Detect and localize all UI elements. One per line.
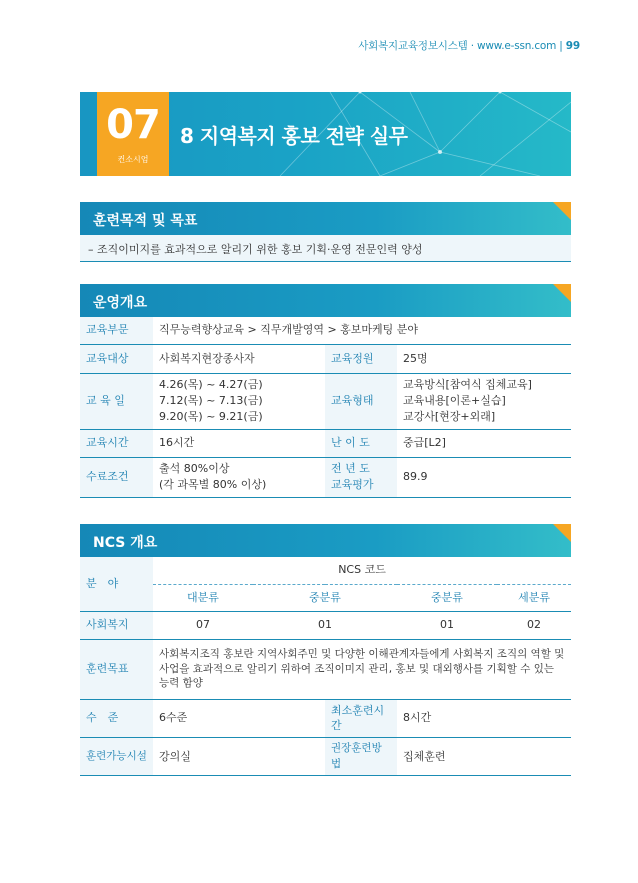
ncs-table <box>80 557 571 776</box>
format-line: 교강사[현장+외래] <box>403 409 496 423</box>
target-value: 사회복지현장종사자 <box>153 344 325 373</box>
target-label: 교육대상 <box>80 344 153 373</box>
course-number-badge <box>97 92 169 176</box>
ncs-heading: NCS 개요 <box>93 535 158 551</box>
field-value: 사회복지 <box>80 611 153 639</box>
date-line: 9.20(목) ~ 9.21(금) <box>159 409 263 423</box>
corner-accent <box>553 202 571 220</box>
facility-label: 훈련가능시설 <box>80 738 153 775</box>
min-hours-value: 8시간 <box>397 699 571 738</box>
format-line: 교육방식[참여식 집체교육] <box>403 378 532 392</box>
method-label: 권장훈련방법 <box>325 738 397 775</box>
course-banner <box>80 92 571 176</box>
course-category: 컨소시엄 <box>117 155 149 164</box>
table-row <box>80 584 571 611</box>
col-major: 대분류 <box>153 584 253 611</box>
table-row <box>80 557 571 584</box>
prev-eval-label-line: 전 년 도 <box>331 462 370 476</box>
prev-eval-label <box>325 457 397 497</box>
code-mid1: 01 <box>253 611 397 639</box>
level-label: 수 준 <box>80 699 153 738</box>
dates-value <box>153 373 325 429</box>
ncs-section-header <box>80 524 571 557</box>
division-label: 교육부문 <box>80 317 153 344</box>
table-row <box>80 317 571 344</box>
col-mid2: 중분류 <box>397 584 497 611</box>
overview-heading: 운영개요 <box>93 295 148 311</box>
goal-row <box>80 235 571 262</box>
format-line: 교육내용[이론+실습] <box>403 394 506 408</box>
prev-eval-label-line: 교육평가 <box>331 478 374 491</box>
table-row <box>80 457 571 497</box>
overview-section-header <box>80 284 571 317</box>
code-mid2: 01 <box>397 611 497 639</box>
completion-line: 출석 80%이상 <box>159 462 230 476</box>
table-row <box>80 344 571 373</box>
table-row <box>80 611 571 639</box>
col-minor: 세분류 <box>497 584 571 611</box>
course-title: 8 지역복지 홍보 전략 실무 <box>180 124 408 148</box>
dates-label: 교 육 일 <box>80 373 153 429</box>
corner-accent <box>553 524 571 542</box>
code-minor: 02 <box>497 611 571 639</box>
site-name: 사회복지교육정보시스템 · www.e-ssn.com <box>358 40 557 52</box>
method-value: 집체훈련 <box>397 738 571 775</box>
division-value: 직무능력향상교육 > 직무개발영역 > 홍보마케팅 분야 <box>153 317 571 344</box>
facility-value: 강의실 <box>153 738 325 775</box>
field-label: 분 야 <box>80 557 153 611</box>
header-separator: | <box>559 40 563 52</box>
format-value <box>397 373 571 429</box>
ncs-code-label: NCS 코드 <box>153 557 571 584</box>
completion-line: (각 과목별 80% 이상) <box>159 478 267 491</box>
difficulty-value: 중급[L2] <box>397 429 571 457</box>
table-row <box>80 373 571 429</box>
goal-text: – 조직이미지를 효과적으로 알리기 위한 홍보 기획·운영 전문인력 양성 <box>88 243 423 256</box>
level-value: 6수준 <box>153 699 325 738</box>
capacity-value: 25명 <box>397 344 571 373</box>
prev-eval-value: 89.9 <box>397 457 571 497</box>
table-row <box>80 738 571 775</box>
table-row <box>80 699 571 738</box>
course-number: 07 <box>106 102 160 148</box>
min-hours-label: 최소훈련시간 <box>325 699 397 738</box>
table-row <box>80 639 571 699</box>
hours-label: 교육시간 <box>80 429 153 457</box>
page-number: 99 <box>565 40 580 52</box>
objective-label: 훈련목표 <box>80 639 153 699</box>
format-label: 교육형태 <box>325 373 397 429</box>
objective-text: 사회복지조직 홍보란 지역사회주민 및 다양한 이해관계자들에게 사회복지 조직의 역할 및 사업을 효과적으로 알리기 위하여 조직이미지 관리, 홍보 및 대외행사를 기획할 수 있는 능력 함양 <box>153 639 571 699</box>
goal-heading: 훈련목적 및 목표 <box>93 213 198 229</box>
goal-section-header <box>80 202 571 235</box>
hours-value: 16시간 <box>153 429 325 457</box>
col-mid1: 중분류 <box>253 584 397 611</box>
table-row <box>80 429 571 457</box>
date-line: 4.26(목) ~ 4.27(금) <box>159 378 263 392</box>
capacity-label: 교육정원 <box>325 344 397 373</box>
code-major: 07 <box>153 611 253 639</box>
corner-accent <box>553 284 571 302</box>
completion-value <box>153 457 325 497</box>
completion-label: 수료조건 <box>80 457 153 497</box>
date-line: 7.12(목) ~ 7.13(금) <box>159 394 263 408</box>
running-header <box>358 38 580 53</box>
overview-table <box>80 317 571 498</box>
difficulty-label: 난 이 도 <box>325 429 397 457</box>
